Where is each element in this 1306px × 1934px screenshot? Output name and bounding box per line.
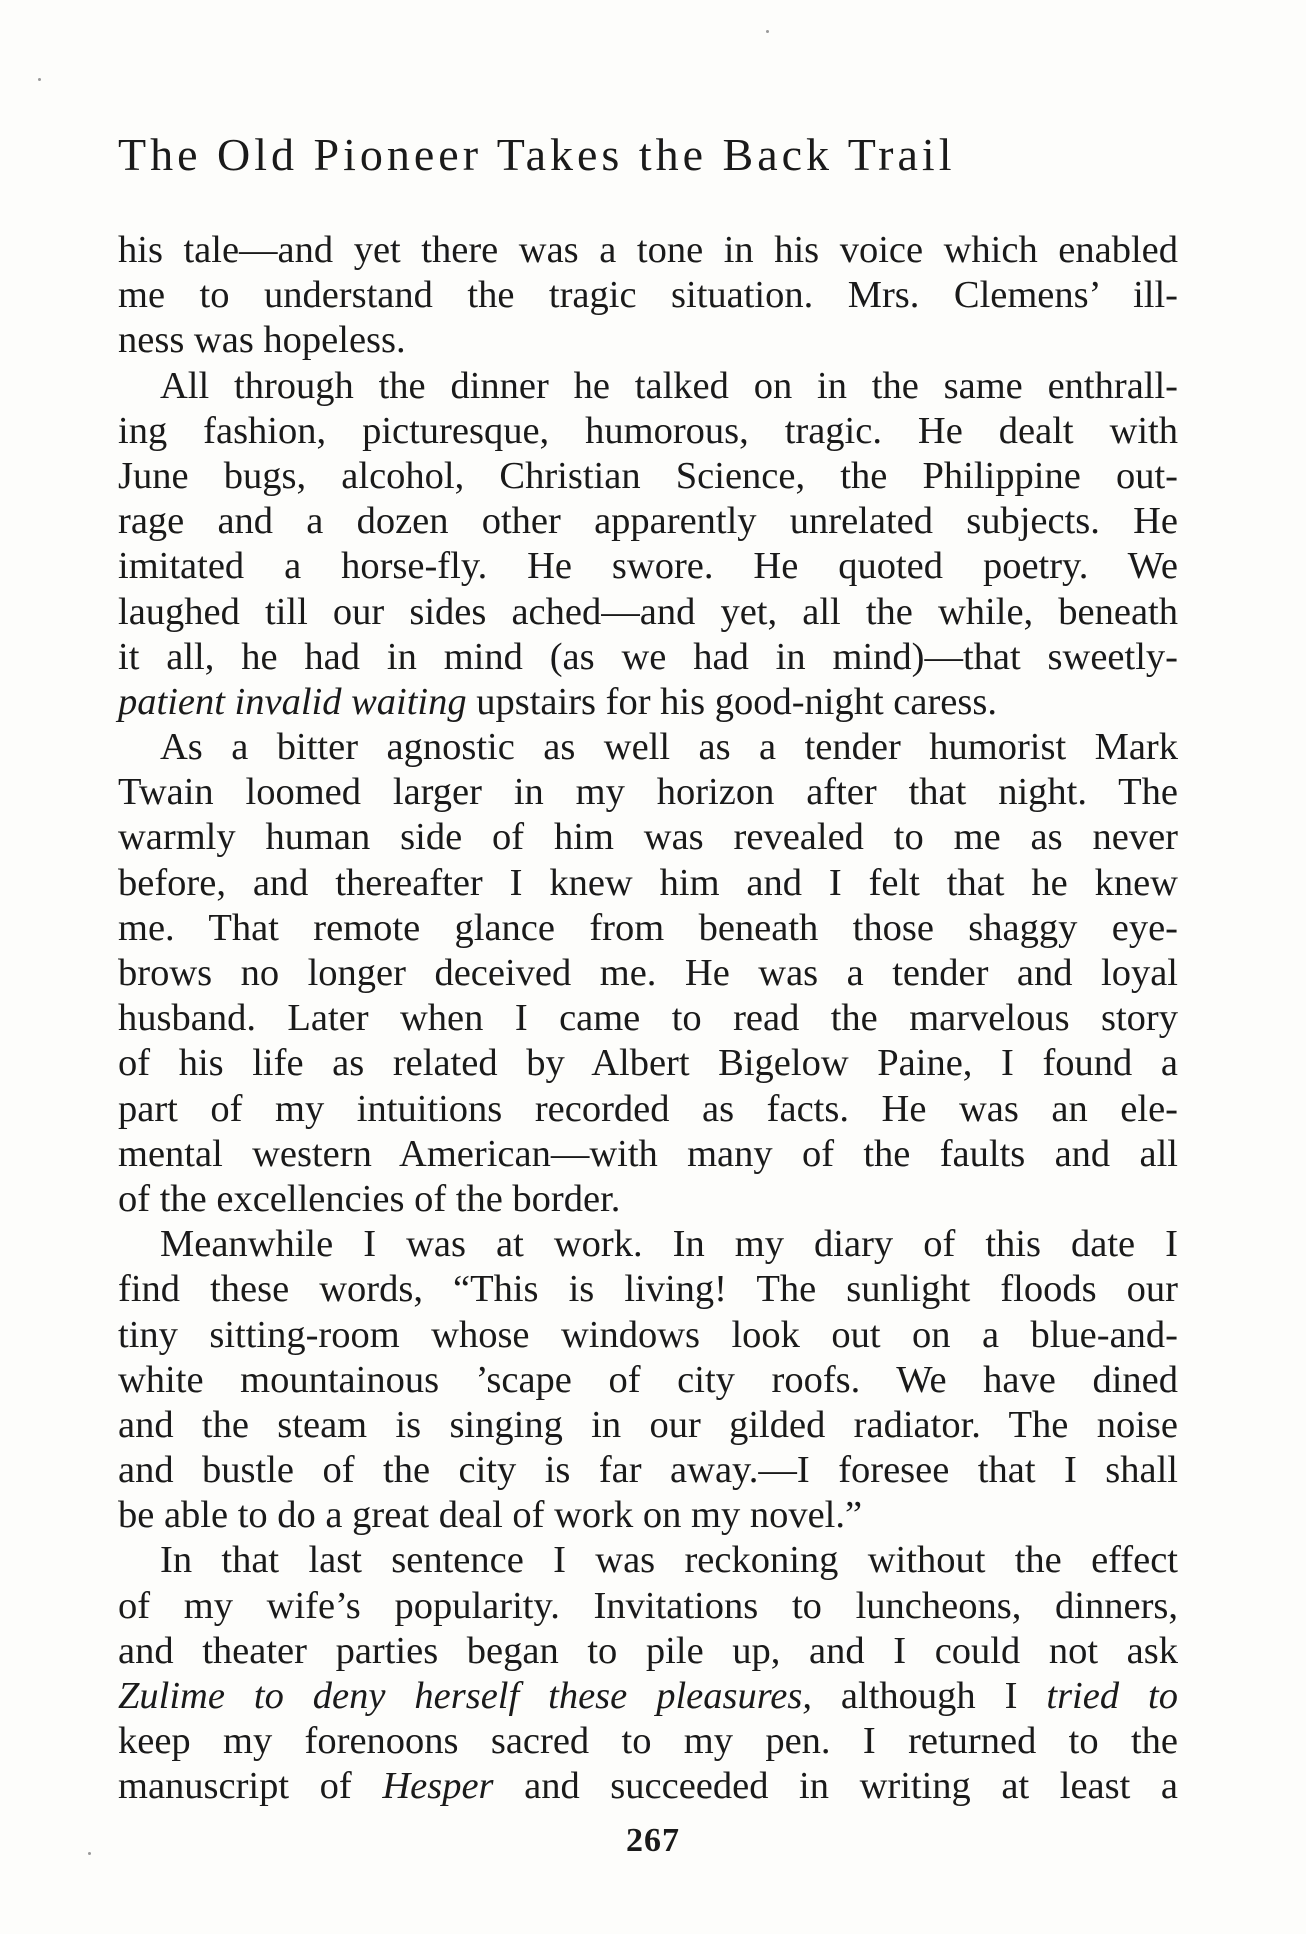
text-line: me. That remote glance from beneath those shaggy eye- xyxy=(118,906,1178,949)
text-line: Twain loomed larger in my horizon after that night. The xyxy=(118,771,1178,814)
text-line: of my wife’s popularity. Invitations to luncheons, dinners, xyxy=(118,1584,1178,1627)
text-line: tiny sitting-room whose windows look out on a blue-and- xyxy=(118,1313,1178,1356)
text-line: and bustle of the city is far away.—I foresee that I shall xyxy=(118,1449,1178,1492)
paragraph xyxy=(118,228,1178,364)
text-line: imitated a horse-fly. He swore. He quoted poetry. We xyxy=(118,545,1178,588)
paragraph xyxy=(118,725,1178,1222)
text-line: Meanwhile I was at work. In my diary of this date I xyxy=(160,1223,1178,1266)
text-line: manuscript of Hesper and succeeded in writing at least a xyxy=(118,1765,1178,1808)
text-line: his tale—and yet there was a tone in his voice which enabled xyxy=(118,229,1178,271)
text-line: of the excellencies of the border. xyxy=(118,1177,621,1220)
text-line: husband. Later when I came to read the marvelous story xyxy=(118,997,1178,1040)
paper-speck xyxy=(766,30,769,33)
text-line: before, and thereafter I knew him and I felt that he knew xyxy=(118,861,1178,904)
text-line: rage and a dozen other apparently unrelated subjects. He xyxy=(118,500,1178,543)
text-line: brows no longer deceived me. He was a tender and loyal xyxy=(118,952,1178,994)
text-line: laughed till our sides ached—and yet, all the while, beneath xyxy=(118,590,1178,633)
text-line: keep my forenoons sacred to my pen. I returned to the xyxy=(118,1720,1178,1763)
text-line: me to understand the tragic situation. Mrs. Clemens’ ill- xyxy=(118,274,1178,317)
paper-speck xyxy=(38,78,41,81)
text-line: All through the dinner he talked on in the same enthrall- xyxy=(160,364,1178,407)
paragraph xyxy=(118,364,1178,726)
text-line: warmly human side of him was revealed to me as never xyxy=(118,816,1178,859)
text-line: patient invalid waiting upstairs for his good-night caress. xyxy=(118,680,997,723)
text-line: ing fashion, picturesque, humorous, tragic. He dealt with xyxy=(118,409,1178,452)
paper-speck xyxy=(88,1852,91,1855)
text-line: and theater parties began to pile up, and I could not ask xyxy=(118,1629,1178,1672)
text-line: and the steam is singing in our gilded radiator. The noise xyxy=(118,1403,1178,1446)
text-line: it all, he had in mind (as we had in mind)—that sweetly- xyxy=(118,635,1178,678)
text-line: Zulime to deny herself these pleasures, although I tried to xyxy=(118,1675,1178,1717)
text-line: As a bitter agnostic as well as a tender humorist Mark xyxy=(160,726,1178,769)
text-line: of his life as related by Albert Bigelow Paine, I found a xyxy=(118,1042,1178,1085)
page-number: 267 xyxy=(626,1822,680,1859)
paragraph xyxy=(118,1222,1178,1538)
running-head: The Old Pioneer Takes the Back Trail xyxy=(118,129,956,180)
body-text xyxy=(118,228,1178,1810)
text-line: part of my intuitions recorded as facts. He was an ele- xyxy=(118,1087,1178,1130)
text-line: be able to do a great deal of work on my novel.” xyxy=(118,1494,863,1537)
text-line: ness was hopeless. xyxy=(118,319,406,362)
text-line: In that last sentence I was reckoning without the effect xyxy=(160,1539,1178,1582)
paragraph xyxy=(118,1538,1178,1809)
text-line: white mountainous ’scape of city roofs. We have dined xyxy=(118,1358,1178,1401)
text-line: June bugs, alcohol, Christian Science, the Philippine out- xyxy=(118,454,1178,497)
text-line: find these words, “This is living! The sunlight floods our xyxy=(118,1268,1178,1311)
text-line: mental western American—with many of the faults and all xyxy=(118,1132,1178,1175)
